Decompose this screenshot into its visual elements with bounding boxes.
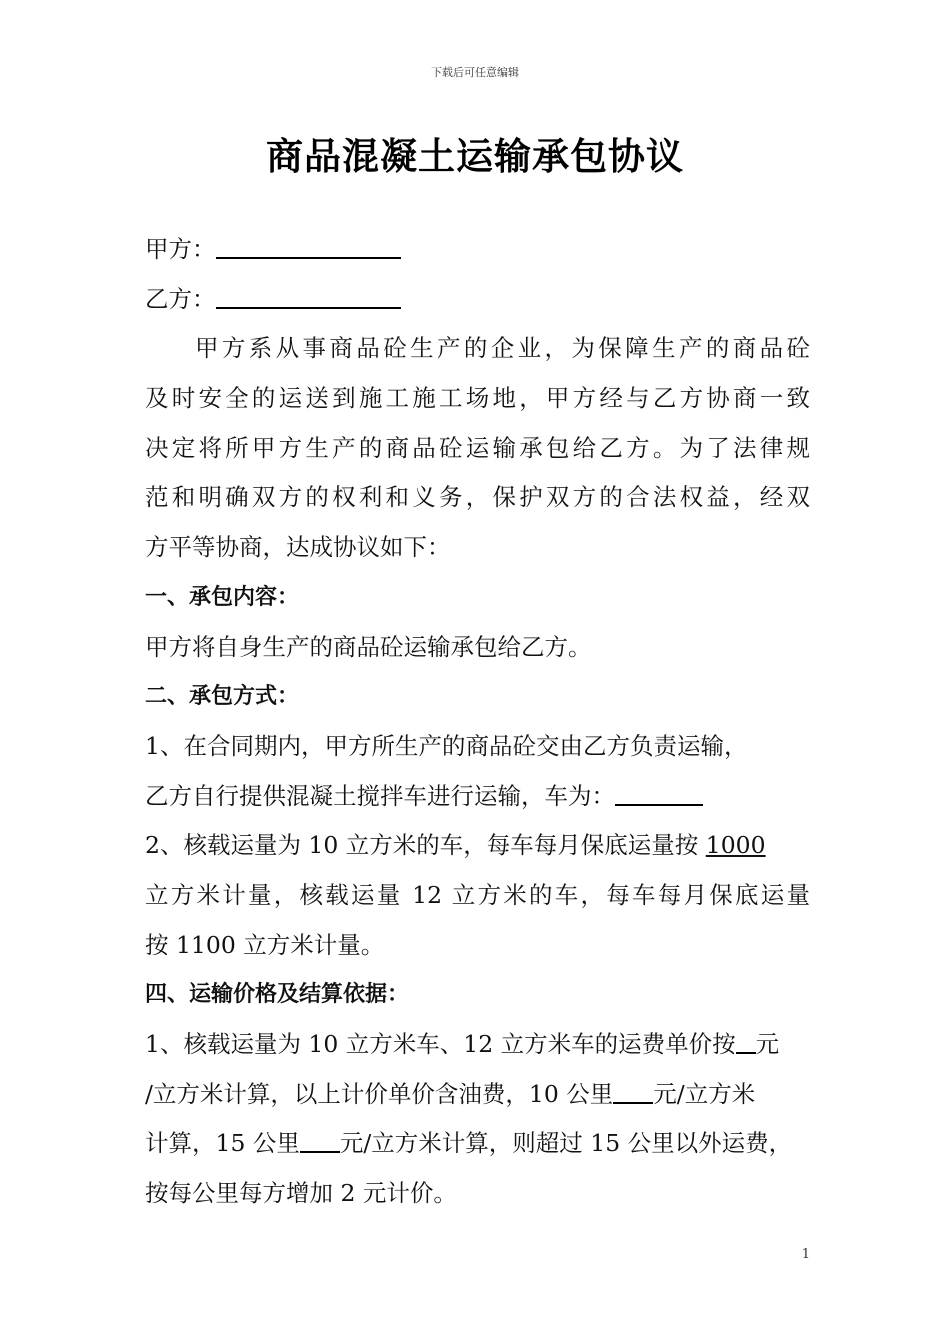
header-note: 下载后可任意编辑 bbox=[431, 66, 519, 79]
price-blank bbox=[613, 1082, 653, 1104]
section-heading: 二、承包方式： bbox=[145, 684, 300, 710]
intro-line: 及时安全的运送到施工施工场地，甲方经与乙方协商一致 bbox=[145, 384, 810, 413]
clause-text: 2、核载运量为 10 立方米的车，每车每月保底运量按 bbox=[145, 831, 699, 860]
price-blank bbox=[300, 1131, 340, 1153]
clause-text: 1、核载运量为 10 立方米车、12 立方米车的运费单价按 bbox=[145, 1030, 736, 1058]
section-text: 甲方将自身生产的商品砼运输承包给乙方。 bbox=[145, 632, 592, 661]
intro-line: 方平等协商，达成协议如下： bbox=[145, 533, 451, 562]
intro-line: 甲方系从事商品砼生产的企业，为保障生产的商品砼 bbox=[195, 334, 810, 363]
clause-line bbox=[145, 1020, 810, 1070]
party-a-line bbox=[145, 225, 810, 275]
document-body bbox=[145, 225, 810, 1219]
party-b-blank bbox=[216, 287, 401, 309]
page-number: 1 bbox=[801, 1247, 810, 1262]
party-b-line bbox=[145, 275, 810, 325]
clause-text: /立方米计算，以上计价单价含油费，10 公里 bbox=[145, 1079, 614, 1108]
section-heading: 四、运输价格及结算依据： bbox=[145, 982, 410, 1008]
intro-line: 范和明确双方的权利和义务，保护双方的合法权益，经双 bbox=[145, 483, 810, 512]
price-blank bbox=[736, 1032, 756, 1054]
clause-line: 按 1100 立方米计量。 bbox=[145, 930, 385, 959]
clause-text: 计算，15 公里 bbox=[145, 1129, 300, 1158]
clause-line: 立方米计量，核载运量 12 立方米的车，每车每月保底运量 bbox=[145, 880, 810, 909]
clause-line bbox=[145, 821, 810, 871]
party-a-label: 甲方： bbox=[145, 235, 216, 263]
quota-number: 1000 bbox=[705, 831, 766, 860]
clause-line bbox=[145, 1119, 810, 1169]
vehicle-blank bbox=[615, 784, 703, 806]
party-b-label: 乙方： bbox=[145, 284, 216, 313]
clause-text: 元/立方米 bbox=[653, 1079, 756, 1108]
party-a-blank bbox=[216, 237, 401, 259]
document-title: 商品混凝土运输承包协议 bbox=[266, 135, 684, 178]
clause-text: 乙方自行提供混凝土搅拌车进行运输，车为： bbox=[145, 781, 615, 810]
clause-text: 元 bbox=[755, 1030, 780, 1058]
clause-line: 按每公里每方增加 2 元计价。 bbox=[145, 1179, 457, 1208]
clause-text: 元/立方米计算，则超过 15 公里以外运费， bbox=[339, 1129, 793, 1158]
clause-line bbox=[145, 1070, 810, 1120]
intro-line: 决定将所甲方生产的商品砼运输承包给乙方。为了法律规 bbox=[145, 433, 810, 462]
section-heading: 一、承包内容： bbox=[145, 584, 300, 610]
clause-line bbox=[145, 772, 810, 822]
clause-line: 1、在合同期内，甲方所生产的商品砼交由乙方负责运输， bbox=[145, 731, 748, 760]
